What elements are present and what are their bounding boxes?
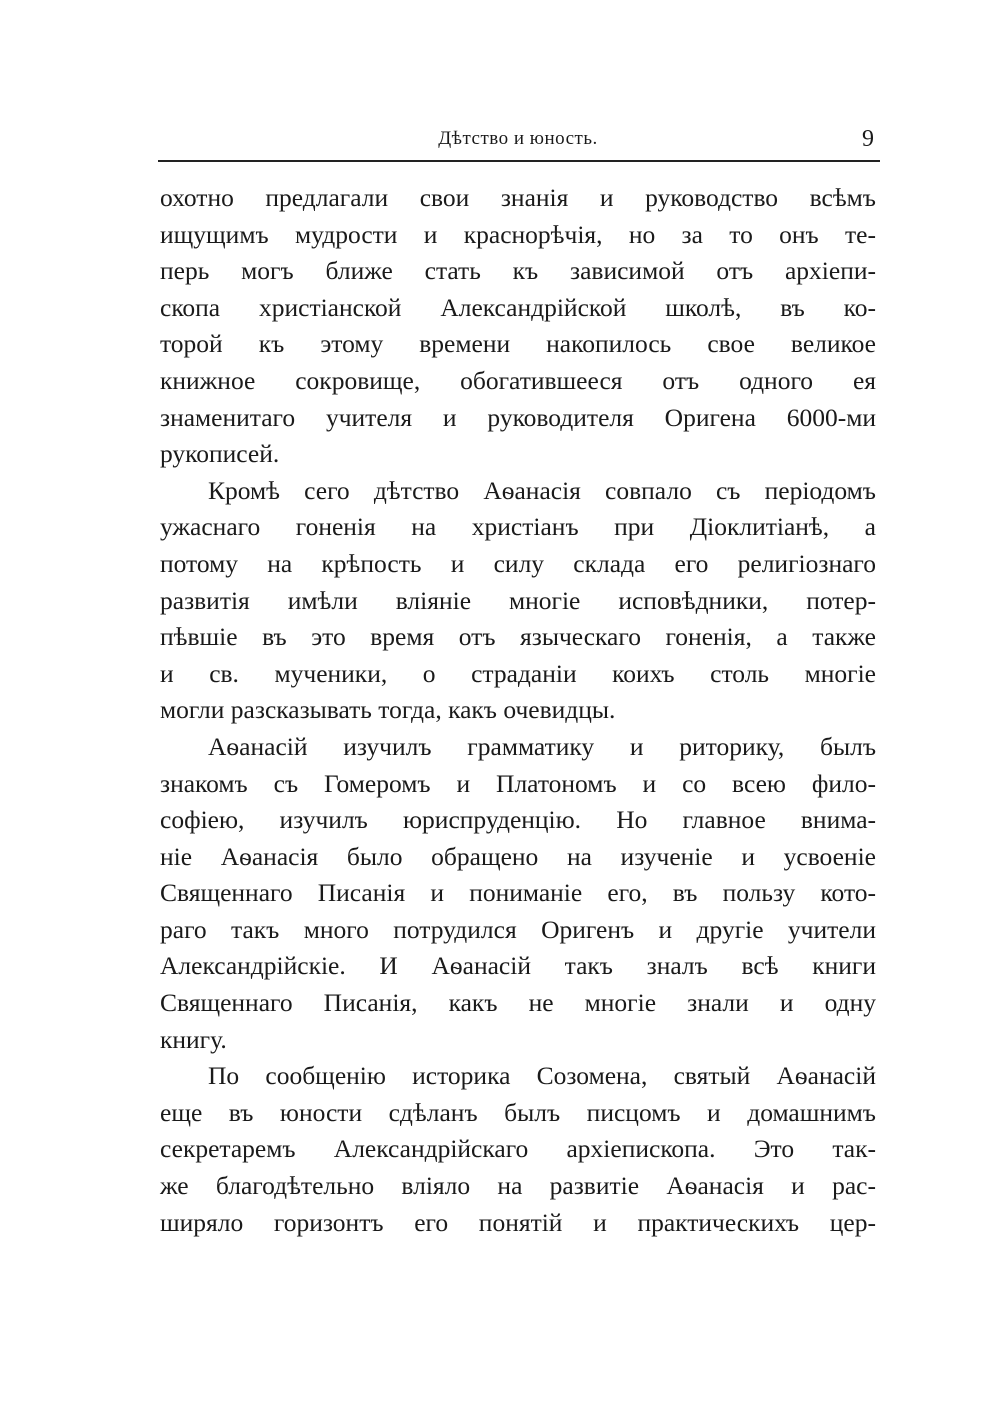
text-line: Священнаго Писанія и пониманіе его, въ пользу кото- <box>160 878 876 908</box>
text-line: софіею, изучилъ юриспруденцію. Но главное внима- <box>160 805 876 835</box>
body-text <box>160 180 876 1241</box>
text-line: ужаснаго гоненія на христіанъ при Діоклитіанѣ, а <box>160 512 876 542</box>
text-line: знакомъ съ Гомеромъ и Платономъ и со всею фило- <box>160 768 876 798</box>
text-line: раго такъ много потрудился Оригенъ и другіе учители <box>160 914 876 944</box>
text-line: же благодѣтельно вліяло на развитіе Аѳанасія и рас- <box>160 1171 876 1201</box>
text-line: и св. мученики, о страданіи коихъ столь многіе <box>160 658 876 688</box>
text-line: ніе Аѳанасія было обращено на изученіе и усвоеніе <box>160 841 876 871</box>
text-line: ширяло горизонтъ его понятій и практическихъ цер- <box>160 1207 876 1237</box>
text-line: торой къ этому времени накопилось свое великое <box>160 329 876 359</box>
paragraph-3 <box>160 729 876 1058</box>
text-line: потому на крѣпость и силу склада его религіознаго <box>160 548 876 578</box>
text-line: охотно предлагали свои знанія и руководство всѣмъ <box>160 183 876 212</box>
text-line: пѣвшіе въ это время отъ языческаго гоненія, а также <box>160 622 876 652</box>
text-line: рукописей. <box>160 439 280 469</box>
text-line: Аѳанасій изучилъ грамматику и риторику, былъ <box>208 731 876 761</box>
text-line: Кромѣ сего дѣтство Аѳанасія совпало съ періодомъ <box>208 475 876 505</box>
text-line: развитія имѣли вліяніе многіе исповѣдники, потер- <box>160 585 876 615</box>
text-line: По сообщенію историка Созомена, святый Аѳанасій <box>208 1061 876 1091</box>
text-line: Александрійскіе. И Аѳанасій такъ зналъ всѣ книги <box>160 951 876 981</box>
text-line: знаменитаго учителя и руководителя Оригена 6000-ми <box>160 402 876 432</box>
paragraph-1 <box>160 180 876 473</box>
page-number: 9 <box>862 126 874 152</box>
text-line: скопа христіанской Александрійской школѣ, въ ко- <box>160 292 876 322</box>
text-line: перь могъ ближе стать къ зависимой отъ архіепи- <box>160 256 876 286</box>
paragraph-4 <box>160 1058 876 1241</box>
text-line: ищущимъ мудрости и краснорѣчія, но за то онъ те- <box>160 219 876 249</box>
running-title: Дѣтство и юность. <box>438 128 598 149</box>
running-head <box>158 128 878 158</box>
text-line: книгу. <box>160 1024 227 1054</box>
text-line: книжное сокровище, обогатившееся отъ одного ея <box>160 365 876 395</box>
text-line: могли разсказывать тогда, какъ очевидцы. <box>160 695 616 725</box>
header-rule <box>158 160 880 162</box>
text-line: еще въ юности сдѣланъ былъ писцомъ и домашнимъ <box>160 1097 876 1127</box>
text-line: Священнаго Писанія, какъ не многіе знали и одну <box>160 988 876 1018</box>
text-line: секретаремъ Александрійскаго архіепископа. Это так- <box>160 1134 876 1164</box>
paragraph-2 <box>160 473 876 729</box>
